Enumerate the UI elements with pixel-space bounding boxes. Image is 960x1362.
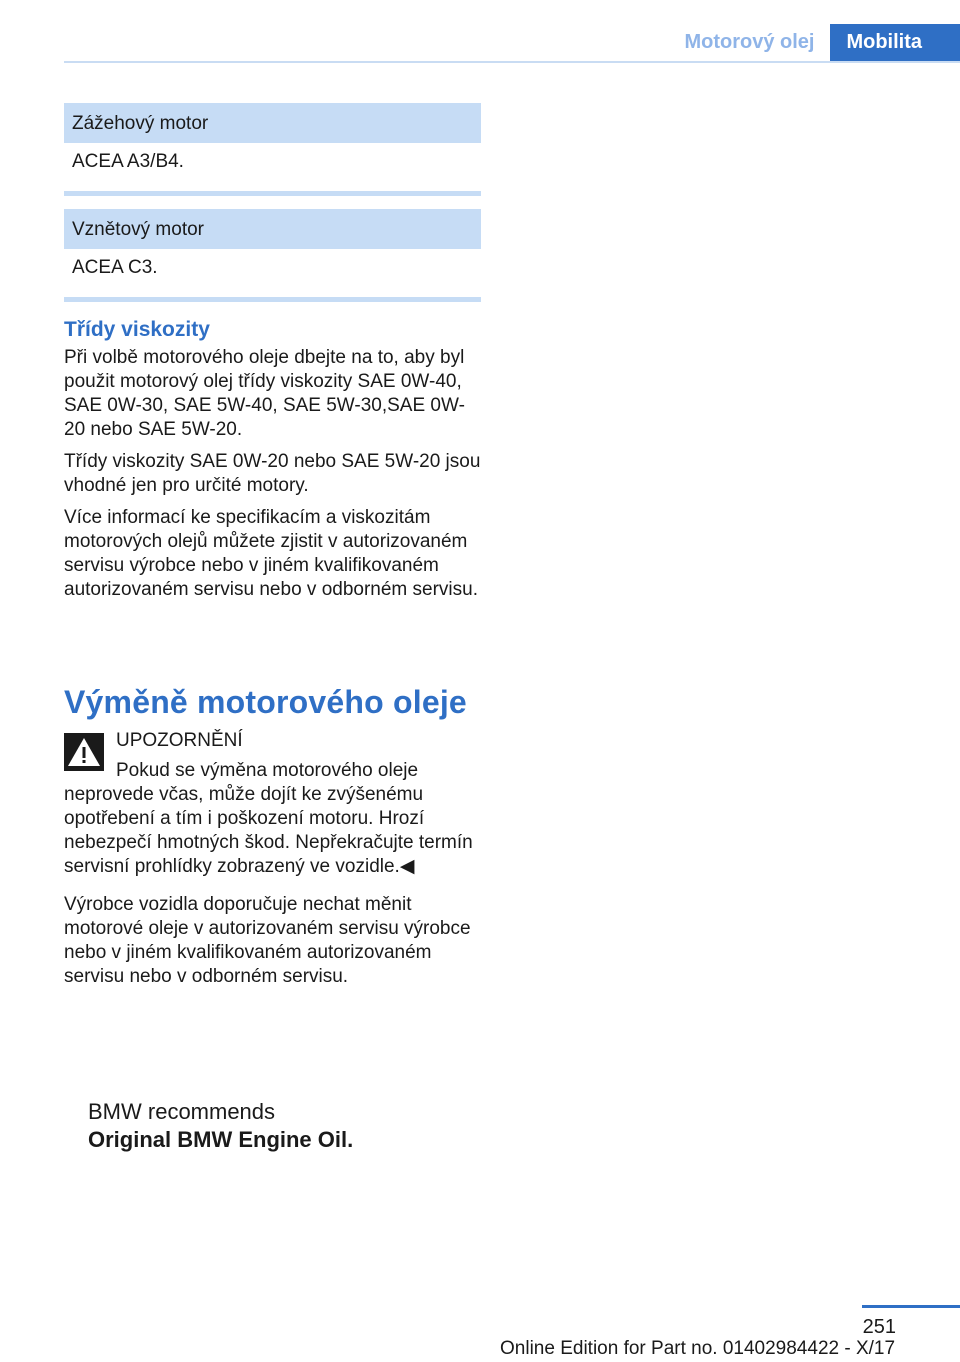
section-tab: Motorový olej [684,31,815,53]
warning-text: Pokud se výměna motorového oleje neprovede včas, může dojít ke zvýšenému opotřebení a tím i poškození motoru. Hrozí nebezpečí hmotných škod. Nepřekračujte termín servisní prohlídky zobrazený ve vozidle.◀ [64,760,473,877]
bmw-oil-ad [88,1098,353,1154]
oil-change-section [64,684,481,997]
viscosity-paragraph: Více informací ke specifikacím a viskozitám motorových olejů můžete zjistit v autorizovaném servisu výrobce nebo v jiném kvalifikovaném autorizovaném servisu nebo v odborném servisu. [64,507,478,600]
viscosity-title: Třídy viskozity [64,318,210,341]
spec-box-diesel [64,209,481,302]
spec-heading: Vznětový motor [64,209,481,249]
viscosity-section [64,318,481,610]
spec-divider [64,191,481,196]
ad-line-2: Original BMW Engine Oil. [88,1127,354,1152]
spec-divider [64,297,481,302]
edition-footer: Online Edition for Part no. 01402984422 - X/17 [500,1338,896,1359]
warning-block [64,729,481,879]
oil-change-title: Výměně motorového oleje [64,684,467,720]
header-divider [64,61,960,63]
page-number: 251 [862,1316,896,1338]
viscosity-paragraph: Při volbě motorového oleje dbejte na to, aby byl použit motorový olej třídy viskozity SAE 0W-40, SAE 0W-30, SAE 5W-40, SAE 5W-30,SAE 0W-20 nebo SAE 5W-20. [64,347,465,440]
spec-value: ACEA A3/B4. [72,151,184,172]
spec-heading: Zážehový motor [64,103,481,143]
ad-line-1: BMW recommends [88,1099,276,1124]
oil-change-paragraph: Výrobce vozidla doporučuje nechat měnit motorové oleje v autorizovaném servisu výrobce nebo v jiném kvalifikovaném autorizovaném servisu nebo v odborném servisu. [64,894,471,987]
warning-triangle-icon [64,733,104,771]
warning-title: UPOZORNĚNÍ [116,730,243,751]
header-tabs [668,24,960,61]
spec-box-petrol [64,103,481,196]
chapter-tab: Mobilita [830,24,960,61]
viscosity-paragraph: Třídy viskozity SAE 0W-20 nebo SAE 5W-20 jsou vhodné jen pro určité motory. [64,451,481,496]
spec-value: ACEA C3. [72,257,158,278]
footer-divider [862,1305,960,1308]
